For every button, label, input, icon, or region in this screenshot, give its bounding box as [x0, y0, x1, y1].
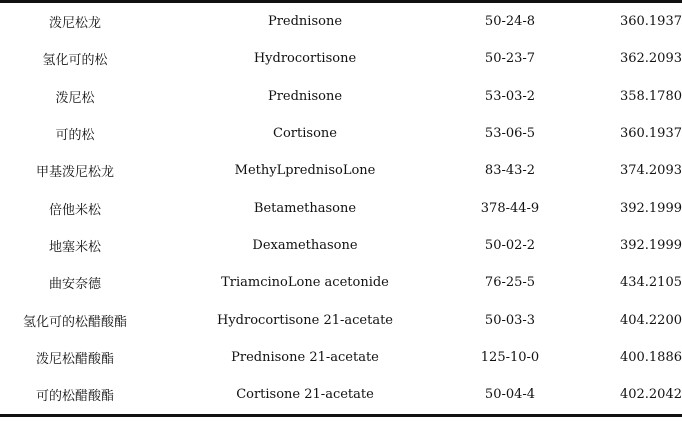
english-name-cell: Prednisone [267, 14, 343, 30]
table-row [0, 152, 682, 189]
table-row [0, 3, 682, 40]
table-row [0, 115, 682, 152]
exact-mass-cell: 374.2093 [619, 163, 682, 179]
chinese-name-cell: 氢化可的松 [42, 53, 108, 69]
exact-mass-cell: 360.1937 [619, 14, 682, 30]
exact-mass-cell: 400.1886 [619, 349, 682, 365]
cas-number-cell: 76-25-5 [484, 275, 536, 291]
table-row [0, 301, 682, 338]
compound-table [0, 3, 682, 413]
table-row [0, 339, 682, 376]
chinese-name-cell: 泼尼松龙 [48, 16, 101, 32]
english-name-cell: MethyLprednisoLone [234, 163, 376, 179]
exact-mass-cell: 392.1999 [619, 237, 682, 253]
chinese-name-cell: 可的松 [55, 128, 95, 144]
chinese-name-cell: 氢化可的松醋酸酯 [22, 314, 127, 330]
table-row [0, 227, 682, 264]
compound-table-body [0, 3, 682, 413]
table-row [0, 78, 682, 115]
english-name-cell: Prednisone 21-acetate [231, 349, 379, 365]
cas-number-cell: 50-24-8 [484, 14, 536, 30]
english-name-cell: Betamethasone [253, 200, 357, 216]
exact-mass-cell: 362.2093 [619, 51, 682, 67]
cas-number-cell: 50-03-3 [484, 312, 536, 328]
english-name-cell: Cortisone 21-acetate [236, 387, 374, 403]
cas-number-cell: 50-04-4 [484, 387, 536, 403]
exact-mass-cell: 404.2200 [619, 312, 682, 328]
chinese-name-cell: 倍他米松 [48, 202, 101, 218]
cas-number-cell: 50-23-7 [484, 51, 536, 67]
table-row [0, 40, 682, 77]
chinese-name-cell: 甲基泼尼松龙 [35, 165, 114, 181]
chinese-name-cell: 地塞米松 [48, 239, 101, 255]
chinese-name-cell: 可的松醋酸酯 [35, 389, 114, 405]
table-row [0, 189, 682, 226]
english-name-cell: Hydrocortisone [253, 51, 357, 67]
exact-mass-cell: 392.1999 [619, 200, 682, 216]
cas-number-cell: 50-02-2 [484, 237, 536, 253]
chinese-name-cell: 泼尼松 [55, 90, 95, 106]
exact-mass-cell: 434.2105 [619, 275, 682, 291]
exact-mass-cell: 402.2042 [619, 387, 682, 403]
table-row [0, 264, 682, 301]
cas-number-cell: 53-06-5 [484, 126, 536, 142]
english-name-cell: Prednisone [267, 88, 343, 104]
exact-mass-cell: 358.1780 [619, 88, 682, 104]
english-name-cell: Hydrocortisone 21-acetate [217, 312, 393, 328]
table-row [0, 376, 682, 413]
table-bottom-rule [0, 414, 682, 417]
english-name-cell: Cortisone [273, 126, 337, 142]
cas-number-cell: 53-03-2 [484, 88, 536, 104]
chinese-name-cell: 曲安奈德 [48, 277, 101, 293]
english-name-cell: TriamcinoLone acetonide [221, 275, 389, 291]
exact-mass-cell: 360.1937 [619, 126, 682, 142]
chinese-name-cell: 泼尼松醋酸酯 [35, 351, 114, 367]
english-name-cell: Dexamethasone [252, 237, 358, 253]
cas-number-cell: 83-43-2 [484, 163, 536, 179]
cas-number-cell: 125-10-0 [480, 349, 540, 365]
cas-number-cell: 378-44-9 [480, 200, 540, 216]
